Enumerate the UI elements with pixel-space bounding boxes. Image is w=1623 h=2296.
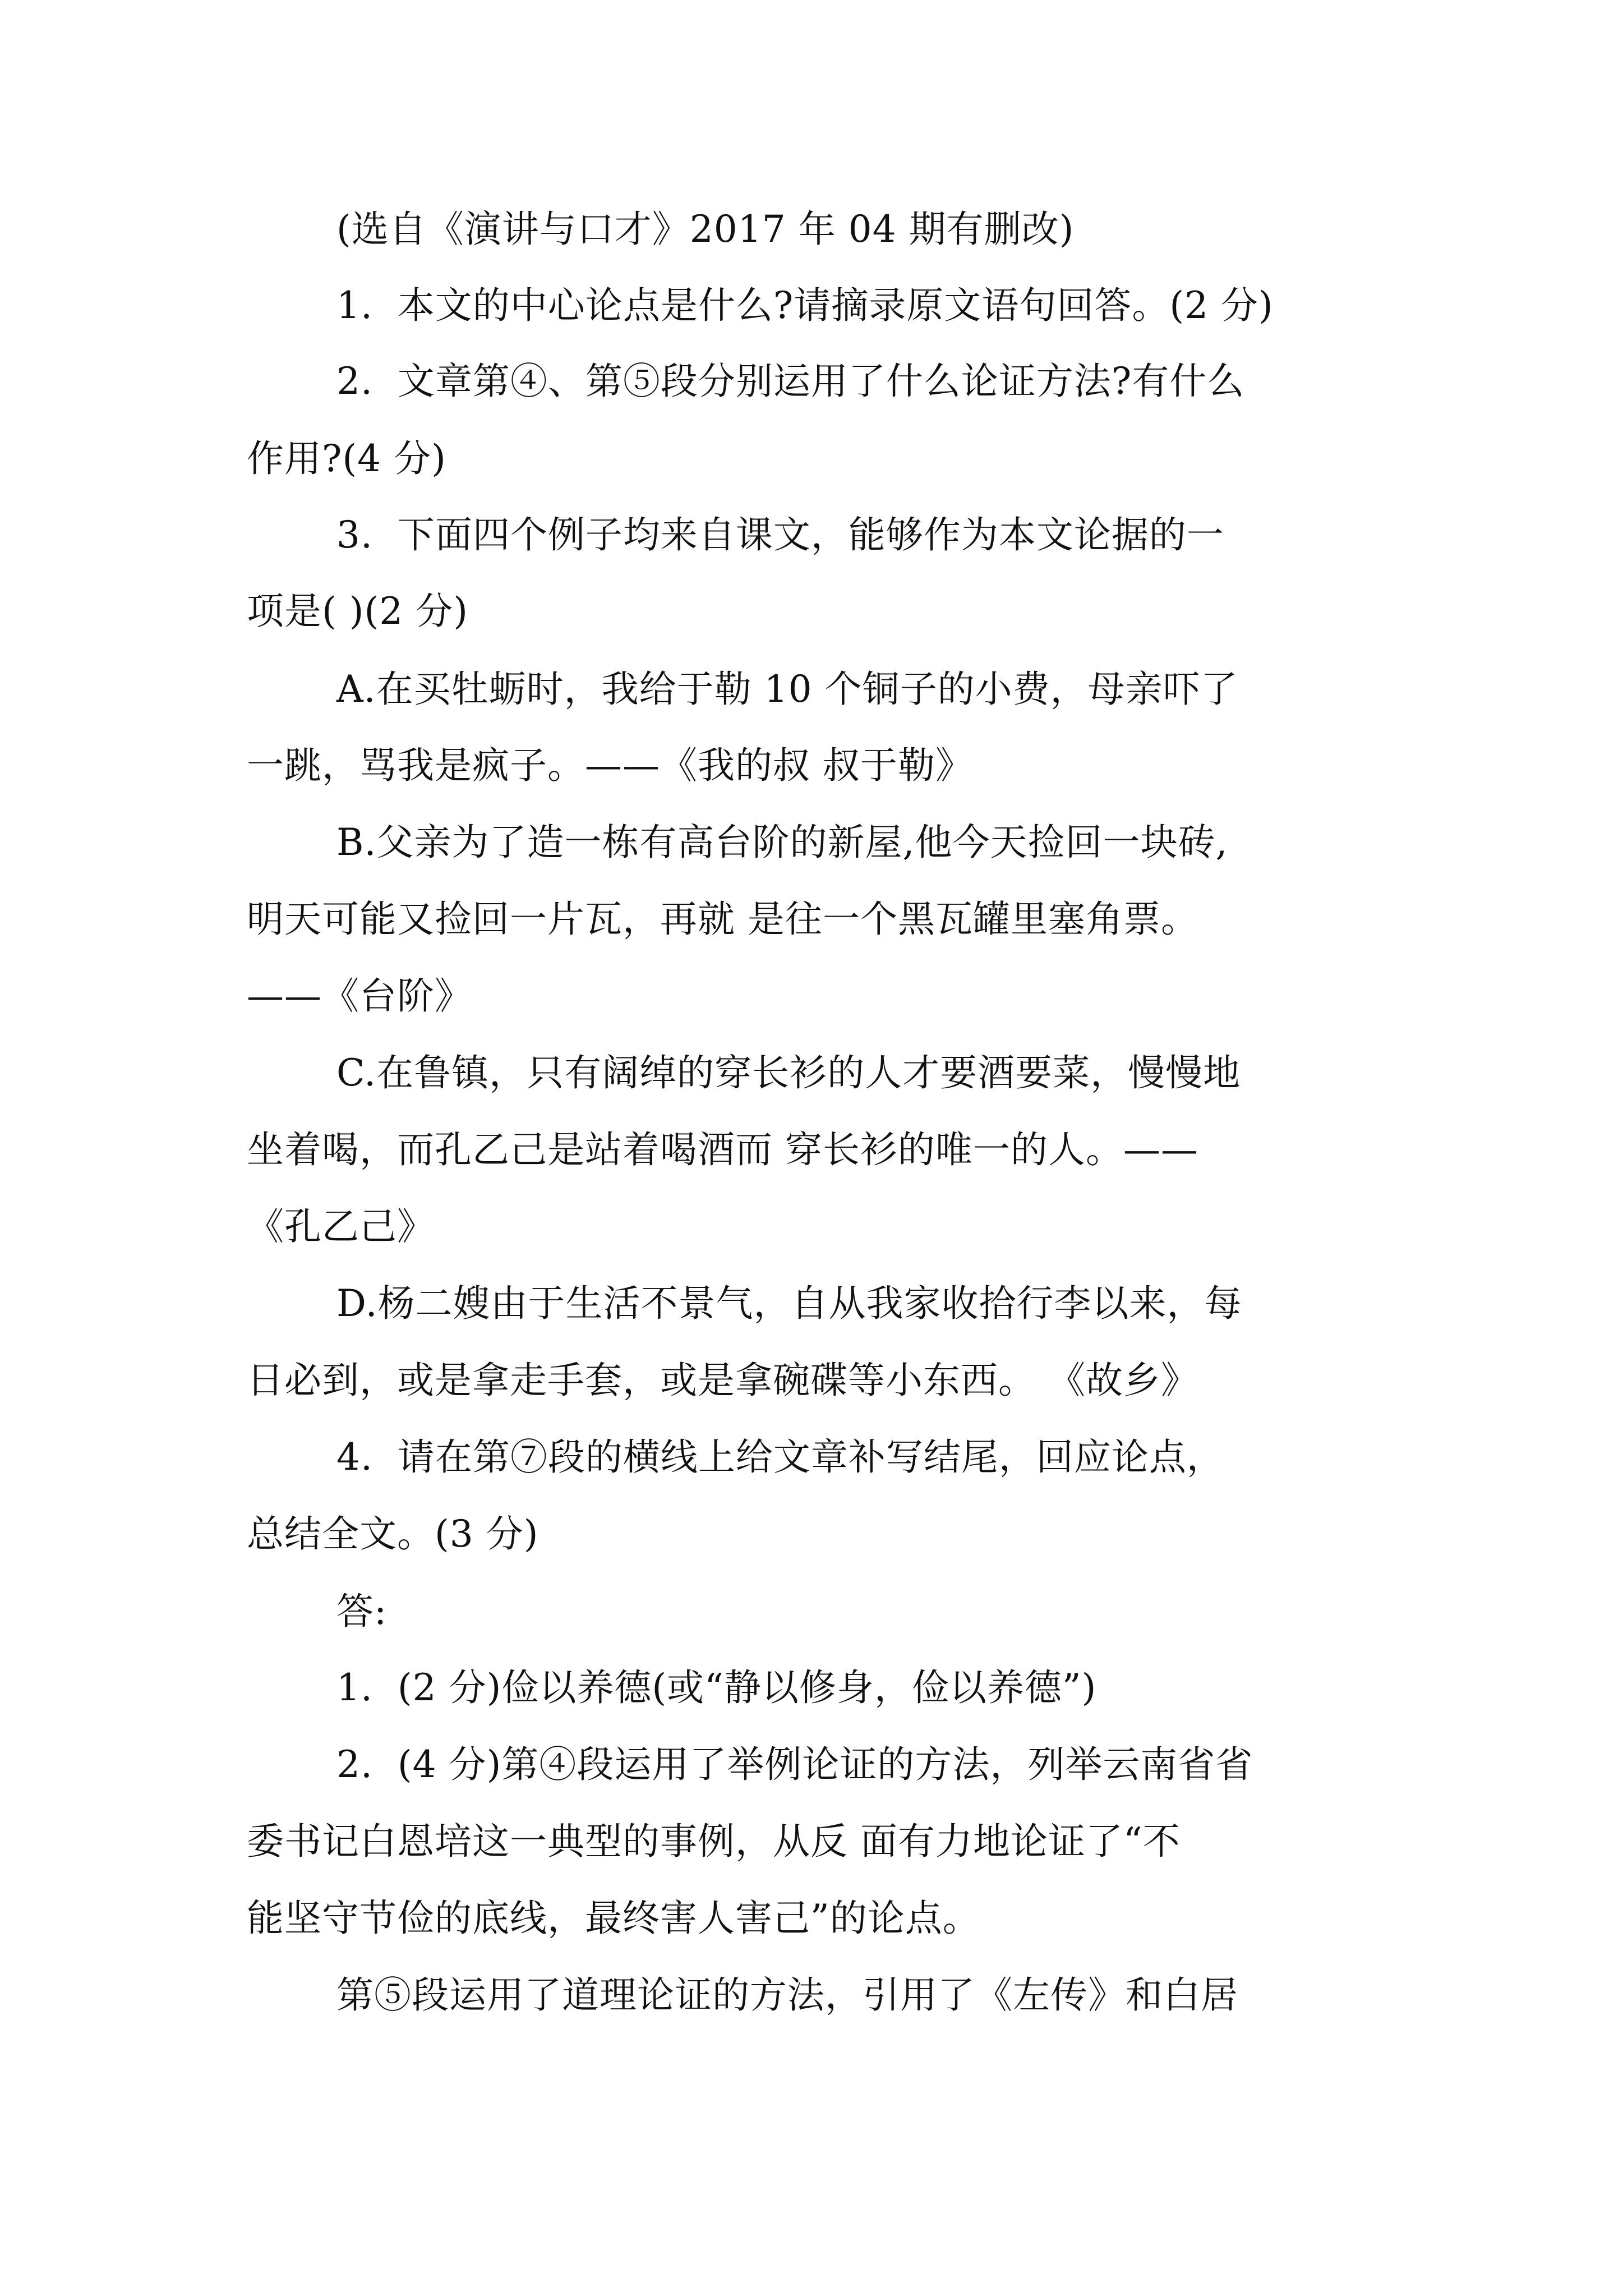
answer-2-line-3: 能坚守节俭的底线，最终害人害己”的论点。: [247, 1897, 980, 1940]
source-note: (选自《演讲与口才》2017 年 04 期有删改): [336, 208, 1075, 251]
question-4-line-2: 总结全文。(3 分): [247, 1512, 539, 1556]
answer-2-line-2: 委书记白恩培这一典型的事例，从反 面有力地论证了“不: [247, 1820, 1181, 1863]
answer-2-line-1: 2. (4 分)第④段运用了举例论证的方法，列举云南省省: [336, 1743, 1253, 1786]
option-c-line-3: 《孔乙己》: [247, 1205, 435, 1248]
option-b-line-2: 明天可能又捡回一片瓦，再就 是往一个黑瓦罐里塞角票。: [247, 898, 1198, 941]
option-b-line-3: ——《台阶》: [247, 974, 472, 1018]
answer-1: 1. (2 分)俭以养德(或“静以修身，俭以养德”): [336, 1666, 1097, 1709]
answer-2-line-4: 第⑤段运用了道理论证的方法，引用了《左传》和白居: [336, 1973, 1238, 2017]
question-3-line-2: 项是( )(2 分): [247, 590, 468, 633]
question-2-line-2: 作用?(4 分): [247, 437, 446, 480]
answer-heading: 答:: [336, 1590, 388, 1633]
option-c-line-2: 坐着喝，而孔乙己是站着喝酒而 穿长衫的唯一的人。——: [247, 1128, 1198, 1171]
option-b-line-1: B.父亲为了造一栋有高台阶的新屋,他今天捡回一块砖,: [336, 821, 1228, 864]
option-d-line-1: D.杨二嫂由于生活不景气，自从我家收拾行李以来，每: [336, 1282, 1242, 1325]
question-2-line-1: 2. 文章第④、第⑤段分别运用了什么论证方法?有什么: [336, 360, 1245, 403]
option-d-line-2: 日必到，或是拿走手套，或是拿碗碟等小东西。 《故乡》: [247, 1359, 1198, 1402]
question-1: 1. 本文的中心论点是什么?请摘录原文语句回答。(2 分): [336, 284, 1274, 327]
option-a-line-2: 一跳，骂我是疯子。——《我的叔 叔于勒》: [247, 744, 973, 787]
question-4-line-1: 4. 请在第⑦段的横线上给文章补写结尾，回应论点，: [336, 1435, 1224, 1479]
question-3-line-1: 3. 下面四个例子均来自课文，能够作为本文论据的一: [336, 513, 1224, 556]
option-a-line-1: A.在买牡蛎时，我给于勒 10 个铜子的小费，母亲吓了: [336, 668, 1238, 711]
option-c-line-1: C.在鲁镇，只有阔绰的穿长衫的人才要酒要菜，慢慢地: [336, 1051, 1241, 1094]
